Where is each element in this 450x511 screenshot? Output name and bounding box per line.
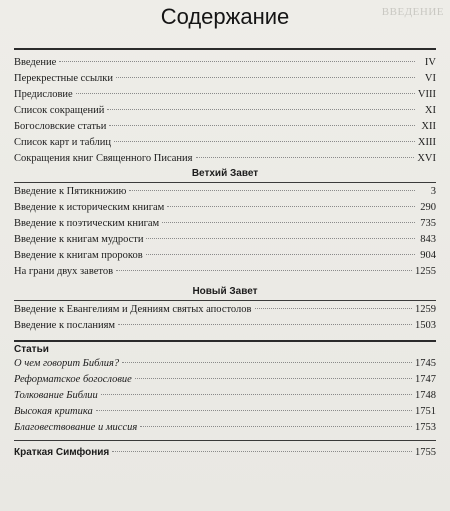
leader-dots bbox=[122, 361, 412, 363]
leader-dots bbox=[101, 393, 412, 395]
show-through-header: ВВЕДЕНИЕ bbox=[381, 6, 444, 18]
old-testament-heading: Ветхий Завет bbox=[191, 168, 259, 179]
toc-entry[interactable] bbox=[14, 119, 436, 135]
leader-dots bbox=[255, 307, 413, 309]
leader-dots bbox=[146, 253, 415, 255]
toc-entry-label: Введение bbox=[14, 57, 57, 68]
leader-dots bbox=[107, 108, 415, 110]
toc-entry-label: Богословские статьи bbox=[14, 121, 107, 132]
leader-dots bbox=[114, 140, 415, 142]
toc-entry-page: XIII bbox=[417, 137, 436, 148]
toc-entry-label: Введение к Пятикнижию bbox=[14, 186, 127, 197]
section-divider bbox=[14, 340, 436, 342]
toc-entry[interactable] bbox=[14, 388, 436, 404]
title-divider bbox=[14, 48, 436, 50]
toc-entry[interactable] bbox=[14, 71, 436, 87]
toc-entry[interactable] bbox=[14, 372, 436, 388]
toc-entry[interactable] bbox=[14, 232, 436, 248]
toc-entry-page: IV bbox=[424, 57, 436, 68]
toc-entry-page: XVI bbox=[417, 153, 436, 164]
toc-entry-page: 1745 bbox=[415, 358, 436, 369]
toc-entry-page: 1751 bbox=[415, 406, 436, 417]
new-testament-list bbox=[14, 302, 436, 334]
section-divider bbox=[14, 300, 436, 301]
toc-entry-page: 1753 bbox=[415, 422, 436, 433]
toc-entry[interactable] bbox=[14, 356, 436, 372]
leader-dots bbox=[109, 124, 415, 126]
toc-entry-page: XII bbox=[421, 121, 436, 132]
toc-entry[interactable] bbox=[14, 200, 436, 216]
section-divider bbox=[14, 182, 436, 183]
toc-entry-page: 3 bbox=[430, 186, 436, 197]
toc-entry-page: 904 bbox=[420, 250, 436, 261]
leader-dots bbox=[140, 425, 412, 427]
toc-entry[interactable] bbox=[14, 216, 436, 232]
leader-dots bbox=[167, 205, 415, 207]
leader-dots bbox=[116, 269, 412, 271]
toc-entry[interactable] bbox=[14, 302, 436, 318]
toc-entry-label: Введение к книгам пророков bbox=[14, 250, 143, 261]
toc-entry[interactable] bbox=[14, 135, 436, 151]
leader-dots bbox=[162, 221, 415, 223]
toc-entry[interactable] bbox=[14, 420, 436, 436]
leader-dots bbox=[112, 450, 412, 452]
leader-dots bbox=[135, 377, 412, 379]
toc-entry[interactable] bbox=[14, 55, 436, 71]
toc-entry[interactable] bbox=[14, 445, 436, 461]
toc-entry-page: 1255 bbox=[415, 266, 436, 277]
toc-entry-page: 735 bbox=[420, 218, 436, 229]
old-testament-list bbox=[14, 184, 436, 280]
leader-dots bbox=[59, 60, 415, 62]
toc-entry-label: О чем говорит Библия? bbox=[14, 358, 120, 369]
toc-entry[interactable] bbox=[14, 103, 436, 119]
toc-entry-label: Введение к поэтическим книгам bbox=[14, 218, 160, 229]
articles-list bbox=[14, 356, 436, 436]
leader-dots bbox=[146, 237, 415, 239]
page-title: Содержание bbox=[160, 4, 290, 29]
new-testament-heading: Новый Завет bbox=[192, 286, 258, 297]
toc-entry-page: 1503 bbox=[415, 320, 436, 331]
toc-entry[interactable] bbox=[14, 151, 436, 167]
toc-entry[interactable] bbox=[14, 248, 436, 264]
toc-entry-label: Список карт и таблиц bbox=[14, 137, 111, 148]
toc-entry-label: Реформатское богословие bbox=[14, 374, 132, 385]
articles-heading: Статьи bbox=[14, 344, 49, 355]
concordance-section bbox=[14, 445, 436, 461]
toc-entry-label: Предисловие bbox=[14, 89, 73, 100]
toc-entry-page: VIII bbox=[417, 89, 436, 100]
toc-entry-label: Сокращения книг Священного Писания bbox=[14, 153, 193, 164]
front-matter-list bbox=[14, 55, 436, 167]
toc-entry-label: Высокая критика bbox=[14, 406, 93, 417]
toc-entry-label: Введение к книгам мудрости bbox=[14, 234, 144, 245]
toc-entry-label: На грани двух заветов bbox=[14, 266, 114, 277]
leader-dots bbox=[96, 409, 412, 411]
toc-entry-page: 290 bbox=[420, 202, 436, 213]
toc-entry-page: 1748 bbox=[415, 390, 436, 401]
toc-entry-page: XI bbox=[424, 105, 436, 116]
toc-entry-page: 1747 bbox=[415, 374, 436, 385]
toc-entry-page: 843 bbox=[420, 234, 436, 245]
toc-entry-page: 1755 bbox=[415, 447, 436, 458]
toc-entry-label: Введение к посланиям bbox=[14, 320, 116, 331]
toc-entry-label: Перекрестные ссылки bbox=[14, 73, 113, 84]
leader-dots bbox=[129, 189, 415, 191]
leader-dots bbox=[118, 323, 412, 325]
leader-dots bbox=[196, 156, 415, 158]
toc-entry-label: Краткая Симфония bbox=[14, 447, 110, 458]
toc-entry[interactable] bbox=[14, 264, 436, 280]
toc-entry-page: VI bbox=[424, 73, 436, 84]
toc-entry-label: Список сокращений bbox=[14, 105, 105, 116]
toc-entry-label: Благовествование и миссия bbox=[14, 422, 138, 433]
toc-entry[interactable] bbox=[14, 318, 436, 334]
toc-entry-label: Толкование Библии bbox=[14, 390, 98, 401]
leader-dots bbox=[116, 76, 415, 78]
toc-entry-label: Введение к Евангелиям и Деяниям святых апостолов bbox=[14, 304, 252, 315]
toc-entry-page: 1259 bbox=[415, 304, 436, 315]
toc-entry[interactable] bbox=[14, 87, 436, 103]
toc-entry-label: Введение к историческим книгам bbox=[14, 202, 165, 213]
toc-entry[interactable] bbox=[14, 404, 436, 420]
toc-entry[interactable] bbox=[14, 184, 436, 200]
leader-dots bbox=[76, 92, 415, 94]
section-divider bbox=[14, 440, 436, 441]
